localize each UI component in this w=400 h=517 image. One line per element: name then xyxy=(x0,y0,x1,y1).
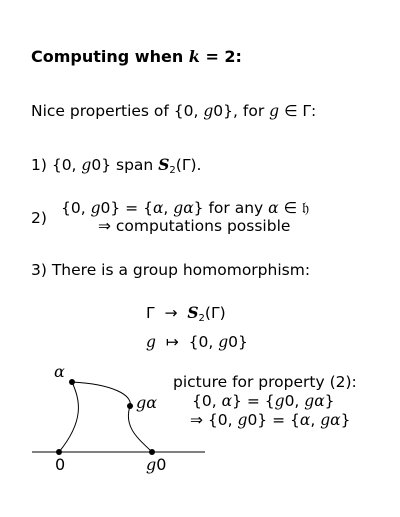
property-2-statement: {0, g0} = {α, gα} for any α ∈ 𝔥 xyxy=(61,199,310,217)
alpha-point xyxy=(69,379,75,385)
page-title: Computing when k = 2: xyxy=(31,47,242,66)
figure-caption-equation-2: ⇒ {0, g0} = {α, gα} xyxy=(190,411,351,429)
intro-text: Nice properties of {0, g0}, for g ∈ Γ: xyxy=(31,102,317,120)
geodesic-galpha-to-g0 xyxy=(128,406,152,452)
property-2-number: 2) xyxy=(31,209,47,227)
property-3: 3) There is a group homomorphism: xyxy=(31,261,311,279)
g-zero-label: g0 xyxy=(146,455,167,474)
g-alpha-label: gα xyxy=(136,393,158,412)
geodesic-0-to-alpha xyxy=(59,382,78,452)
figure-caption-equation-1: {0, α} = {g0, gα} xyxy=(192,392,335,410)
homomorphism-line-2: g ↦ {0, g0} xyxy=(146,333,248,351)
zero-label: 0 xyxy=(55,455,66,474)
alpha-label: α xyxy=(54,362,65,381)
property-1: 1) {0, g0} span $S_2(\Gamma)$. xyxy=(31,155,202,176)
arc-alpha-to-galpha xyxy=(72,382,130,406)
homomorphism-line-1: $\Gamma \to S_2(\Gamma)$ xyxy=(146,303,226,324)
g-alpha-point xyxy=(127,403,133,409)
property-2-consequence: ⇒ computations possible xyxy=(98,217,291,235)
figure-caption: picture for property (2): xyxy=(173,373,357,391)
